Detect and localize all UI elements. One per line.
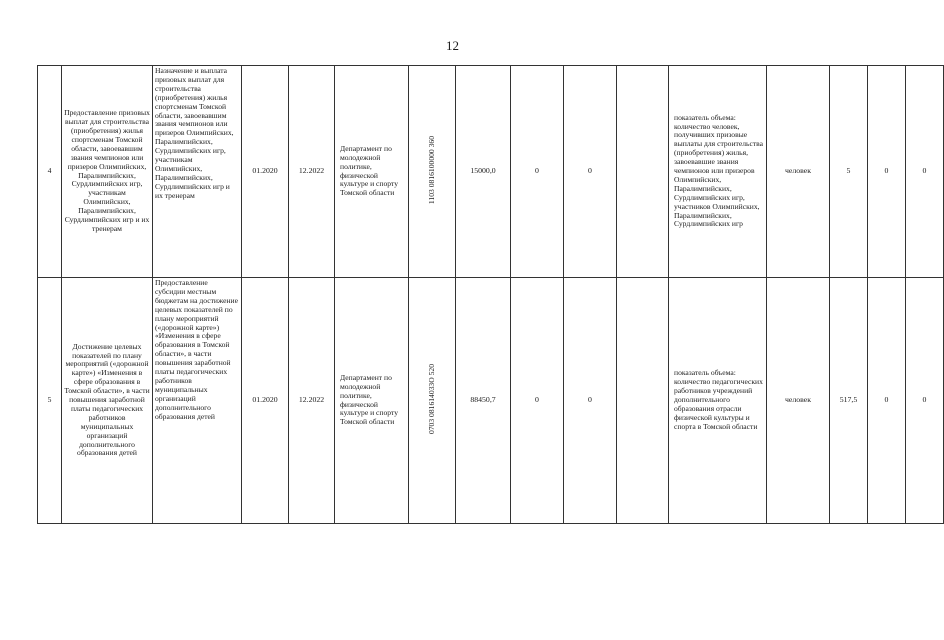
- empty-cell: [617, 278, 669, 524]
- program-table: [37, 65, 944, 524]
- budget-code-cell: [409, 278, 456, 524]
- amount-cell: 15000,0: [456, 66, 511, 278]
- end-date-cell: 12.2022: [289, 278, 335, 524]
- amount-cell: 88450,7: [456, 278, 511, 524]
- indicator-value-cell: 0: [868, 278, 906, 524]
- budget-code: 0703 081614033О 520: [426, 364, 436, 435]
- indicator-value-cell: 0: [868, 66, 906, 278]
- end-date-cell: 12.2022: [289, 66, 335, 278]
- row-number: 5: [38, 278, 62, 524]
- unit-cell: человек: [767, 66, 830, 278]
- executor-cell: Департамент по молодежной политике, физической культуре и спорту Томской области: [335, 278, 409, 524]
- value-cell: 0: [511, 66, 564, 278]
- indicator-cell: показатель объема: количество педагогических работников учреждений дополнительного образования отрасли физической культуры и спорта в Томской области: [669, 278, 767, 524]
- value-cell: 0: [564, 66, 617, 278]
- event-name-cell: Предоставление призовых выплат для строительства (приобретения) жилья спортсменам Томской области, завоевавшим звания чемпионов или призеров Олимпийских, Паралимпийских, Сурдлимпийских игр, участникам Олимпийских, Паралимпийских, Сурдлимпийских игр и их тренерам: [62, 66, 153, 278]
- budget-code-cell: [409, 66, 456, 278]
- table-row: [38, 278, 944, 524]
- budget-code: 1103 0816100000 360: [426, 136, 436, 205]
- start-date-cell: 01.2020: [242, 66, 289, 278]
- value-cell: 0: [564, 278, 617, 524]
- unit-cell: человек: [767, 278, 830, 524]
- indicator-value-cell: 5: [830, 66, 868, 278]
- table-row: [38, 66, 944, 278]
- action-cell: Предоставление субсидии местным бюджетам на достижение целевых показателей по плану мероприятий («дорожной карте») «Изменения в сфере образования в Томской области», в части повышения заработной платы педагогических работников муниципальных организаций дополнительного образования детей: [153, 278, 242, 524]
- action-cell: Назначение и выплата призовых выплат для строительства (приобретения) жилья спортсменам Томской области, завоевавшим звания чемпионов или призеров Олимпийских, Паралимпийских, Сурдлимпийских игр, участникам Олимпийских, Паралимпийских, Сурдлимпийских игр и их тренерам: [153, 66, 242, 278]
- row-number: 4: [38, 66, 62, 278]
- event-name-cell: Достижение целевых показателей по плану мероприятий («дорожной карте») «Изменения в сфере образования в Томской области», в части повышения заработной платы педагогических работников муниципальных организаций дополнительного образования детей: [62, 278, 153, 524]
- empty-cell: [617, 66, 669, 278]
- indicator-value-cell: 517,5: [830, 278, 868, 524]
- indicator-value-cell: 0: [906, 66, 944, 278]
- start-date-cell: 01.2020: [242, 278, 289, 524]
- value-cell: 0: [511, 278, 564, 524]
- indicator-cell: показатель объема: количество человек, получивших призовые выплаты для строительства (приобретения) жилья, завоевавшие звания чемпионов или призеров Олимпийских, Паралимпийских, Сурдлимпийских игр, участников Олимпийских, Паралимпийских, Сурдлимпийских игр: [669, 66, 767, 278]
- indicator-value-cell: 0: [906, 278, 944, 524]
- page-number: 12: [446, 38, 459, 53]
- executor-cell: Департамент по молодежной политике, физической культуре и спорту Томской области: [335, 66, 409, 278]
